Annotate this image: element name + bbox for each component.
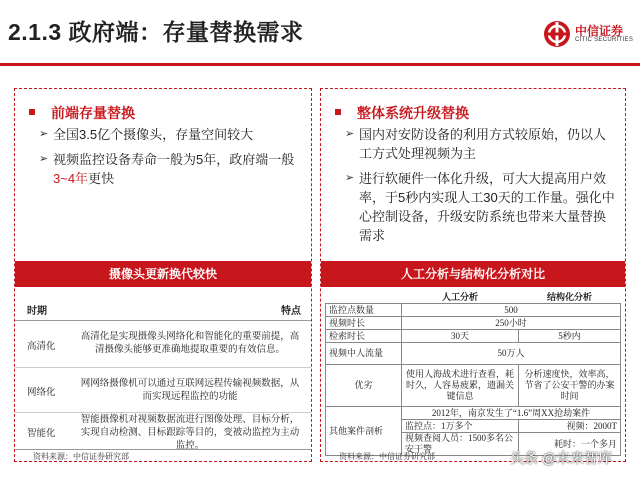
table-row: [15, 321, 311, 368]
left-panel: [14, 88, 312, 462]
square-bullet-icon: [335, 109, 341, 115]
table-row: [326, 365, 621, 407]
col-feature: 特点: [281, 306, 301, 317]
left-heading-text: 前端存量替换: [51, 105, 135, 121]
row-label: 优劣: [326, 365, 402, 407]
row-desc: 高清化是实现摄像头网络化和智能化的重要前提，高清摄像头能够更准确地提取重要的有效信息。: [80, 331, 300, 355]
row-period: 网络化: [27, 387, 56, 398]
bullet-text: 全国3.5亿个摄像头，存量空间较大: [53, 127, 254, 142]
comparison-table: [325, 291, 621, 456]
arrow-bullet-icon: ➢: [39, 128, 49, 140]
row-desc: 智能摄像机对视频数据流进行图像处理、目标分析，实现自动检测、目标跟踪等目的，变被动监控为主动监控。: [80, 414, 300, 451]
table-row: [15, 368, 311, 413]
row-period: 高清化: [27, 341, 56, 352]
row-desc: 网网络摄像机可以通过互联网远程传输视频数据，从而实现远程监控的功能: [80, 378, 300, 402]
table-row: [326, 304, 621, 317]
table-row: [326, 343, 621, 365]
highlight-text: 3~4年: [53, 171, 89, 186]
right-heading-text: 整体系统升级替换: [357, 105, 469, 121]
row-value: 250小时: [402, 317, 621, 330]
list-item: [345, 169, 615, 245]
col-period: 时期: [27, 306, 47, 317]
row-value-b: 耗时：一个多月: [519, 433, 621, 456]
bullet-text: 国内对安防设备的利用方式较原始，仍以人工方式处理视频为主: [359, 127, 607, 161]
row-value: 50万人: [402, 343, 621, 365]
list-item: [39, 125, 301, 144]
row-value-structured: 5秒内: [519, 330, 621, 343]
title-divider: [0, 63, 640, 66]
row-value-manual: 使用人海战术进行查看，耗时久，人容易疲累，遗漏关键信息: [402, 365, 519, 407]
table-row: [326, 317, 621, 330]
bullet-text: 视频监控设备寿命一般为5年，政府端一般: [53, 152, 295, 167]
header: [0, 0, 640, 63]
table-row: [326, 407, 621, 420]
square-bullet-icon: [29, 109, 35, 115]
row-label: 视频时长: [326, 317, 402, 330]
arrow-bullet-icon: ➢: [39, 153, 49, 165]
row-period: 智能化: [27, 428, 56, 439]
row-value-b: 视频：2000T: [519, 420, 621, 433]
source-note: 资料来源：中信证券研究部: [33, 452, 129, 461]
arrow-bullet-icon: ➢: [345, 172, 355, 184]
row-value-a: 监控点：1万多个: [402, 420, 519, 433]
source-note: 资料来源：中信证券研究部: [339, 452, 435, 461]
bullet-text: 进行软硬件一体化升级，可大大提高用户效率，于5秒内实现人工30天的工作量。强化中心控制设备，升级安防系统也带来大量替换需求: [359, 171, 615, 243]
list-item: [345, 125, 615, 163]
left-heading: [29, 103, 135, 123]
right-heading: [335, 103, 469, 123]
watermark: 头条 @未来智库: [510, 450, 613, 466]
brand-name-en: CITIC SECURITIES: [575, 37, 634, 43]
arrow-bullet-icon: ➢: [345, 128, 355, 140]
table-header: [326, 291, 621, 304]
list-item: [39, 150, 301, 188]
right-bullets: [345, 125, 615, 251]
citic-logo: [543, 20, 633, 50]
col-structured: 结构化分析: [519, 291, 621, 304]
table-row: [326, 330, 621, 343]
page-title: 2.1.3 政府端：存量替换需求: [8, 19, 304, 45]
row-value-structured: 分析速度快，效率高，节省了公安干警的办案时间: [519, 365, 621, 407]
left-bullets: [39, 125, 301, 194]
col-manual: 人工分析: [402, 291, 519, 304]
row-label: 检索时长: [326, 330, 402, 343]
citic-logo-icon: [543, 20, 571, 48]
row-label: 监控点数量: [326, 304, 402, 317]
brand-name: 中信证券: [575, 24, 624, 38]
table-header: [15, 294, 311, 321]
right-table-title: 人工分析与结构化分析对比: [321, 261, 625, 287]
row-value-a: 视频查阅人员：1500多名公安干警: [402, 433, 519, 456]
left-table-title: 摄像头更新换代较快: [15, 261, 311, 287]
right-panel: [320, 88, 626, 462]
row-label: 视频中人流量: [326, 343, 402, 365]
row-value: 500: [402, 304, 621, 317]
row-label: 其他案件剖析: [326, 407, 402, 456]
table-row: [15, 413, 311, 450]
row-value: 2012年，南京发生了“1.6”周XX抢劫案件: [402, 407, 621, 420]
header-blank: [326, 291, 402, 304]
row-value-manual: 30天: [402, 330, 519, 343]
bullet-text-end: 更快: [88, 171, 115, 186]
